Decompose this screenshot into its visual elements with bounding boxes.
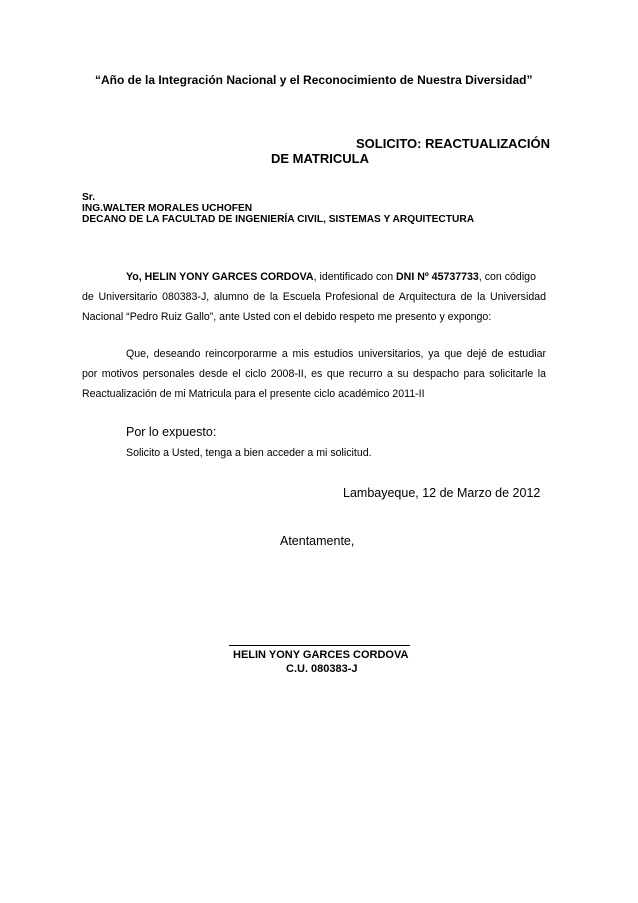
request-line-2: por motivos personales desde el ciclo 2008-II, es que recurro a su despacho para solicitarle la [82,368,546,380]
intro-text-a: , identificado con [313,271,397,283]
addressee-name: ING.WALTER MORALES UCHOFEN [82,203,253,214]
subject-line-2: DE MATRICULA [271,151,369,166]
addressee-salutation: Sr. [82,192,96,203]
closing-text: Solicito a Usted, tenga a bien acceder a mi solicitud. [126,447,372,459]
intro-line-2: de Universitario 080383-J, alumno de la Escuela Profesional de Arquitectura de la Universidad [82,291,546,303]
signature-line [229,645,410,646]
request-line-3: Reactualización de mi Matricula para el presente ciclo académico 2011-II [82,388,425,400]
year-motto: “Año de la Integración Nacional y el Reconocimiento de Nuestra Diversidad” [95,73,533,87]
subject-line-1: SOLICITO: REACTUALIZACIÓN [356,136,551,151]
place-date: Lambayeque, 12 de Marzo de 2012 [343,486,541,500]
intro-line-1 [126,271,536,283]
closing-heading: Por lo expuesto: [126,425,217,439]
request-line-1: Que, deseando reincorporarme a mis estudios universitarios, ya que dejé de estudiar [126,348,546,360]
intro-text-b: , con código [478,271,536,283]
intro-name: Yo, HELIN YONY GARCES CORDOVA [126,271,314,283]
intro-dni: DNI Nº 45737733 [396,271,479,283]
farewell: Atentamente, [280,534,355,548]
addressee-position: DECANO DE LA FACULTAD DE INGENIERÍA CIVIL, SISTEMAS Y ARQUITECTURA [82,214,475,225]
intro-line-3: Nacional “Pedro Ruiz Gallo”, ante Usted con el debido respeto me presento y expongo: [82,311,492,323]
signature-name: HELIN YONY GARCES CORDOVA [233,649,409,661]
signature-code: C.U. 080383-J [286,663,358,675]
